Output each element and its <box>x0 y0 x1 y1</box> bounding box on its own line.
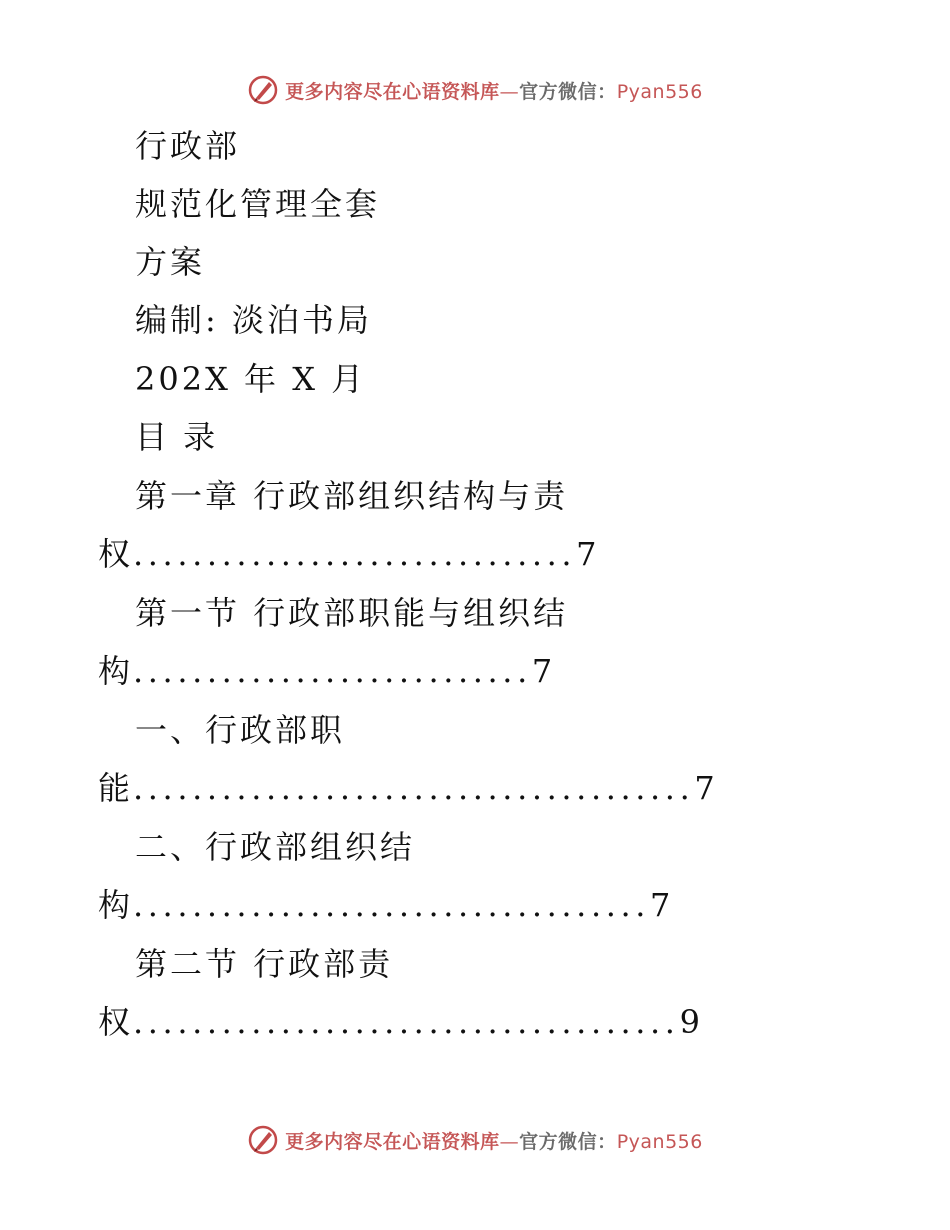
toc-entry-4-tail: 构 <box>98 886 134 924</box>
watermark-wechat: Pyan556 <box>616 80 703 103</box>
watermark-official: 官方微信： <box>519 1130 617 1153</box>
toc-entry-3-page: 7 <box>694 769 715 807</box>
toc-entry-4-title: 二、行政部组织结 <box>135 828 416 866</box>
cover-title-line-1: 行政部 <box>135 127 241 165</box>
watermark-official: 官方微信： <box>519 80 617 103</box>
watermark-site: 更多内容尽在心语资料库 <box>285 80 500 103</box>
toc-entry-5-page: 9 <box>679 1003 700 1041</box>
toc-entry-5-tail: 权 <box>98 1003 134 1041</box>
toc-entry-3-dots: ...................................... <box>133 769 695 807</box>
toc-entry-1-page: 7 <box>576 535 597 573</box>
watermark-text <box>285 77 703 104</box>
toc-entry-5-title: 第二节 行政部责 <box>135 945 394 983</box>
quill-pen-logo-icon <box>247 74 279 106</box>
cover-editor: 编制: 淡泊书局 <box>135 301 372 339</box>
watermark-wechat: Pyan556 <box>616 1130 703 1153</box>
footer-watermark <box>0 1120 950 1160</box>
watermark-text <box>285 1127 703 1154</box>
toc-entry-2-tail: 构 <box>98 652 134 690</box>
toc-entry-4-dots: ................................... <box>133 886 651 924</box>
toc-entry-1-tail: 权 <box>98 535 134 573</box>
cover-date: 202X 年 X 月 <box>135 360 367 398</box>
toc-entry-1-title: 第一章 行政部组织结构与责 <box>135 477 569 515</box>
toc-entry-4-page: 7 <box>650 886 671 924</box>
toc-entry-5-leader <box>98 1002 700 1042</box>
toc-entry-2-page: 7 <box>531 652 553 690</box>
toc-entry-2-leader <box>98 651 552 691</box>
toc-entry-2-dots: ........................... <box>133 652 532 690</box>
watermark-dash: — <box>499 1130 520 1153</box>
toc-entry-4-leader <box>98 885 670 925</box>
quill-pen-logo-icon <box>247 1124 279 1156</box>
header-watermark <box>0 70 950 110</box>
cover-title-line-3: 方案 <box>135 243 206 281</box>
toc-entry-3-tail: 能 <box>98 769 134 807</box>
cover-title-line-2: 规范化管理全套 <box>135 185 381 223</box>
watermark-dash: — <box>499 80 520 103</box>
toc-entry-2-title: 第一节 行政部职能与组织结 <box>135 594 569 632</box>
toc-entry-3-title: 一、行政部职 <box>135 711 346 749</box>
toc-heading: 目 录 <box>135 418 219 456</box>
toc-entry-1-leader <box>98 534 597 574</box>
toc-entry-3-leader <box>98 768 715 808</box>
toc-entry-5-dots: ..................................... <box>133 1003 680 1041</box>
watermark-site: 更多内容尽在心语资料库 <box>285 1130 500 1153</box>
toc-entry-1-dots: .............................. <box>133 535 577 573</box>
